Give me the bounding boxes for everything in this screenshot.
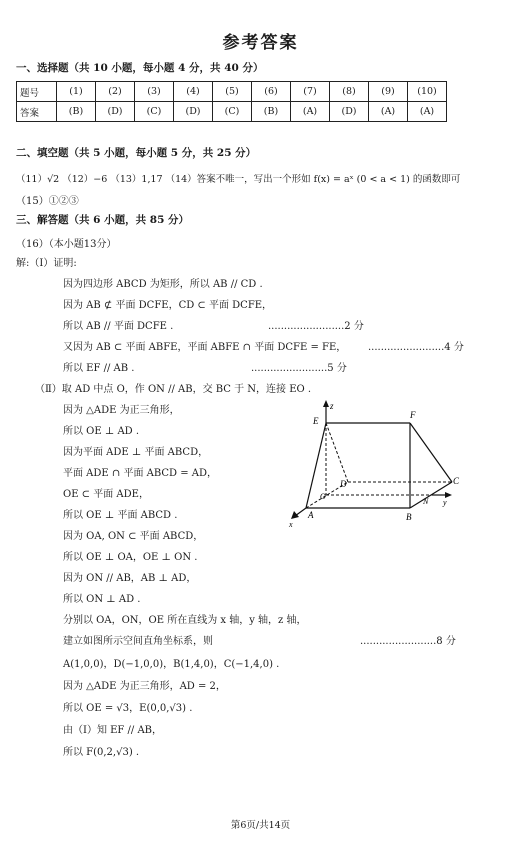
question-number: (7): [291, 82, 330, 102]
label-d: D: [340, 479, 347, 489]
solution-line: 所以 OE = √3，E(0,0,√3) .: [63, 703, 193, 714]
score-mark: ........................8 分: [360, 636, 456, 647]
solution-line: 由（Ⅰ）知 EF // AB，: [63, 725, 163, 736]
answer-cell: (C): [213, 102, 252, 122]
fill-blank-answers-1: （11）√2 （12）−6 （13）1,17 （14）答案不唯一，写出一个形如 f(x) = aˣ (0 < a < 1) 的函数即可: [16, 174, 461, 185]
question-number: (8): [330, 82, 369, 102]
score-mark: ........................4 分: [368, 342, 464, 353]
solution-line: 因为 AB ⊄ 平面 DCFE，CD ⊂ 平面 DCFE，: [63, 300, 273, 311]
solution-line: 因为平面 ADE ⊥ 平面 ABCD，: [63, 447, 209, 458]
question-number: (3): [135, 82, 174, 102]
solution-line: 所以 EF // AB .: [63, 363, 135, 374]
section1-heading: 一、选择题（共 10 小题，每小题 4 分，共 40 分）: [16, 62, 264, 74]
solution-line: 因为 OA, ON ⊂ 平面 ABCD，: [63, 531, 204, 542]
solution-line: OE ⊂ 平面 ADE，: [63, 489, 149, 500]
x-axis-arrow: [291, 511, 299, 519]
z-axis-arrow: [323, 400, 329, 407]
solution-line: 所以 AB // 平面 DCFE .: [63, 321, 174, 332]
answer-cell: (D): [330, 102, 369, 122]
label-a: A: [308, 510, 314, 520]
label-n: N: [423, 497, 429, 506]
solution-line: 平面 ADE ∩ 平面 ABCD = AD，: [63, 468, 218, 479]
question-number: (1): [57, 82, 96, 102]
label-o: O: [320, 492, 326, 501]
label-z: z: [330, 401, 334, 411]
section3-heading: 三、解答题（共 6 小题，共 85 分）: [16, 214, 190, 226]
solution-line: （Ⅱ）取 AD 中点 O，作 ON // AB，交 BC 于 N，连接 EO .: [35, 384, 312, 395]
table-row-questions: [17, 82, 447, 102]
question-number: (10): [408, 82, 447, 102]
label-c: C: [453, 476, 460, 486]
answer-cell: (D): [96, 102, 135, 122]
label-e: E: [313, 416, 319, 426]
solution-line: A(1,0,0)，D(−1,0,0)，B(1,4,0)，C(−1,4,0) .: [63, 659, 280, 670]
answer-cell: (B): [57, 102, 96, 122]
solution-line: 因为 ON // AB，AB ⊥ AD，: [63, 573, 197, 584]
question-number: (6): [252, 82, 291, 102]
solution-line: 因为 △ADE 为正三角形，: [63, 405, 180, 416]
answer-table: [16, 81, 447, 122]
table-row-answers: [17, 102, 447, 122]
solution-line: 所以 OE ⊥ 平面 ABCD .: [63, 510, 178, 521]
label-y: y: [443, 498, 447, 507]
label-x: x: [289, 520, 293, 528]
row-label-answers: 答案: [17, 102, 57, 122]
solution-line: 因为四边形 ABCD 为矩形，所以 AB // CD .: [63, 279, 263, 290]
score-mark: ........................2 分: [268, 321, 364, 332]
question-number: (9): [369, 82, 408, 102]
answer-cell: (A): [408, 102, 447, 122]
solution-line: 所以 OE ⊥ AD .: [63, 426, 140, 437]
solution-line: 所以 F(0,2,√3) .: [63, 747, 140, 758]
solution-line: 分别以 OA，ON，OE 所在直线为 x 轴，y 轴，z 轴，: [63, 615, 307, 626]
label-b: B: [406, 512, 412, 522]
row-label-questions: 题号: [17, 82, 57, 102]
solution-line: 建立如图所示空间直角坐标系，则: [63, 636, 213, 647]
question-number: (2): [96, 82, 135, 102]
solution-line: 解:（Ⅰ）证明:: [16, 258, 77, 269]
fill-blank-answers-2: （15）①②③: [16, 196, 79, 207]
score-mark: ........................5 分: [251, 363, 347, 374]
solution-line: 所以 ON ⊥ AD .: [63, 594, 141, 605]
label-f: F: [410, 410, 416, 420]
answer-cell: (D): [174, 102, 213, 122]
page-footer: 第6页/共14页: [230, 820, 291, 831]
question-16-title: （16）（本小题13分）: [16, 239, 117, 250]
geometry-figure: [282, 398, 462, 528]
solution-line: 所以 OE ⊥ OA，OE ⊥ ON .: [63, 552, 198, 563]
question-number: (5): [213, 82, 252, 102]
solution-line: 又因为 AB ⊂ 平面 ABFE，平面 ABFE ∩ 平面 DCFE = FE，: [63, 342, 347, 353]
answer-cell: (B): [252, 102, 291, 122]
solution-line: 因为 △ADE 为正三角形，AD = 2，: [63, 681, 226, 692]
answer-cell: (C): [135, 102, 174, 122]
edge-fc: [410, 423, 452, 482]
page-title: 参考答案: [222, 33, 299, 53]
section2-heading: 二、填空题（共 5 小题，每小题 5 分，共 25 分）: [16, 147, 257, 159]
answer-cell: (A): [369, 102, 408, 122]
edge-ed: [326, 423, 348, 482]
question-number: (4): [174, 82, 213, 102]
answer-cell: (A): [291, 102, 330, 122]
